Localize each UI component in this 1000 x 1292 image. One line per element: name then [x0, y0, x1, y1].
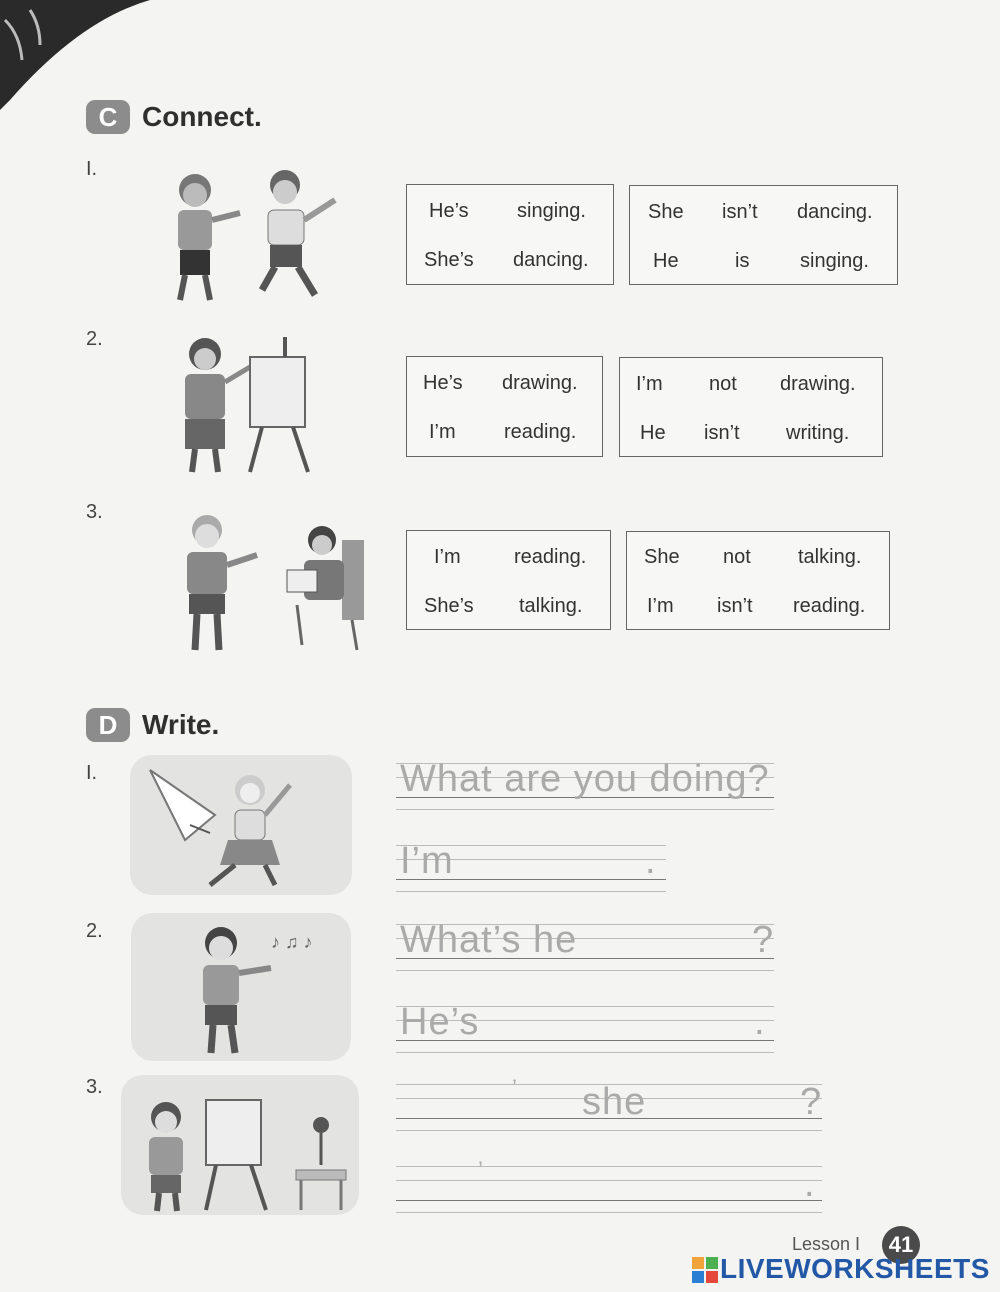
- trace-punctuation: ?: [752, 919, 775, 961]
- page-number: 41: [882, 1226, 920, 1264]
- word[interactable]: She’s: [424, 249, 474, 271]
- boy-singing-illustration: [131, 913, 351, 1061]
- corner-decoration: [0, 0, 160, 110]
- boy-talking-girl-reading-illustration: [162, 510, 372, 658]
- word[interactable]: not: [723, 546, 751, 568]
- item-number: I.: [86, 158, 98, 180]
- word-box-b: [629, 185, 898, 285]
- word[interactable]: reading.: [793, 595, 866, 617]
- word[interactable]: talking.: [798, 546, 862, 568]
- word[interactable]: dancing.: [513, 249, 589, 271]
- word[interactable]: talking.: [519, 595, 583, 617]
- word-box-a: [406, 184, 614, 285]
- answer-blank[interactable]: [400, 1166, 795, 1202]
- word[interactable]: I’m: [636, 373, 663, 395]
- word-box-b: [626, 531, 890, 630]
- section-c-badge: C: [86, 100, 130, 134]
- word[interactable]: I’m: [429, 421, 456, 443]
- trace-punctuation: ?: [800, 1081, 823, 1123]
- answer-blank[interactable]: [480, 1006, 745, 1042]
- word[interactable]: reading.: [504, 421, 577, 443]
- section-c-header: [86, 100, 262, 134]
- answer-blank[interactable]: [440, 845, 640, 881]
- trace-text: I’m: [400, 840, 454, 882]
- girl-dancing-umbrella-illustration: [130, 755, 352, 895]
- section-d-badge: D: [86, 708, 130, 742]
- brand-name: LIVEWORKSHEETS: [720, 1253, 990, 1284]
- trace-punctuation: .: [754, 1001, 766, 1043]
- item-number: I.: [86, 762, 98, 784]
- word[interactable]: isn’t: [722, 201, 758, 223]
- word[interactable]: is: [735, 250, 750, 272]
- word-box-b: [619, 357, 883, 457]
- word[interactable]: He’s: [423, 372, 463, 394]
- trace-text: What are you doing?: [400, 758, 770, 800]
- trace-text: she: [582, 1081, 647, 1123]
- trace-punctuation: .: [645, 840, 657, 882]
- word[interactable]: He: [653, 250, 679, 272]
- word[interactable]: isn’t: [717, 595, 753, 617]
- girl-painting-illustration: [170, 332, 320, 477]
- svg-text:♪ ♫ ♪: ♪ ♫ ♪: [271, 932, 313, 952]
- word[interactable]: He: [640, 422, 666, 444]
- word[interactable]: She’s: [424, 595, 474, 617]
- trace-apostrophe: ’: [478, 1157, 484, 1182]
- trace-text: What’s he: [400, 919, 578, 961]
- word[interactable]: I’m: [647, 595, 674, 617]
- word[interactable]: not: [709, 373, 737, 395]
- word-box-a: [406, 356, 603, 457]
- word[interactable]: isn’t: [704, 422, 740, 444]
- item-number: 2.: [86, 328, 103, 350]
- word[interactable]: She: [648, 201, 684, 223]
- section-d-header: [86, 708, 219, 742]
- trace-punctuation: .: [804, 1163, 816, 1205]
- item-number: 3.: [86, 1076, 103, 1098]
- word[interactable]: drawing.: [780, 373, 856, 395]
- word[interactable]: singing.: [800, 250, 869, 272]
- word[interactable]: singing.: [517, 200, 586, 222]
- word[interactable]: I’m: [434, 546, 461, 568]
- girl-painting-flower-illustration: [121, 1075, 359, 1215]
- section-d-title: Write.: [142, 709, 220, 740]
- word[interactable]: dancing.: [797, 201, 873, 223]
- trace-apostrophe: ’: [512, 1075, 518, 1100]
- word[interactable]: reading.: [514, 546, 587, 568]
- answer-blank[interactable]: [525, 1084, 575, 1120]
- word[interactable]: writing.: [786, 422, 850, 444]
- trace-text: He’s: [400, 1001, 480, 1043]
- answer-blank[interactable]: [575, 924, 745, 960]
- liveworksheets-logo-icon: [692, 1257, 718, 1283]
- answer-blank[interactable]: [645, 1084, 790, 1120]
- answer-blank[interactable]: [400, 1084, 505, 1120]
- item-number: 2.: [86, 920, 103, 942]
- word[interactable]: She: [644, 546, 680, 568]
- word-box-a: [406, 530, 611, 630]
- section-c-title: Connect.: [142, 101, 262, 132]
- dancing-children-illustration: [140, 165, 350, 310]
- word[interactable]: He’s: [429, 200, 469, 222]
- item-number: 3.: [86, 501, 103, 523]
- lesson-label: Lesson I: [792, 1234, 861, 1254]
- word[interactable]: drawing.: [502, 372, 578, 394]
